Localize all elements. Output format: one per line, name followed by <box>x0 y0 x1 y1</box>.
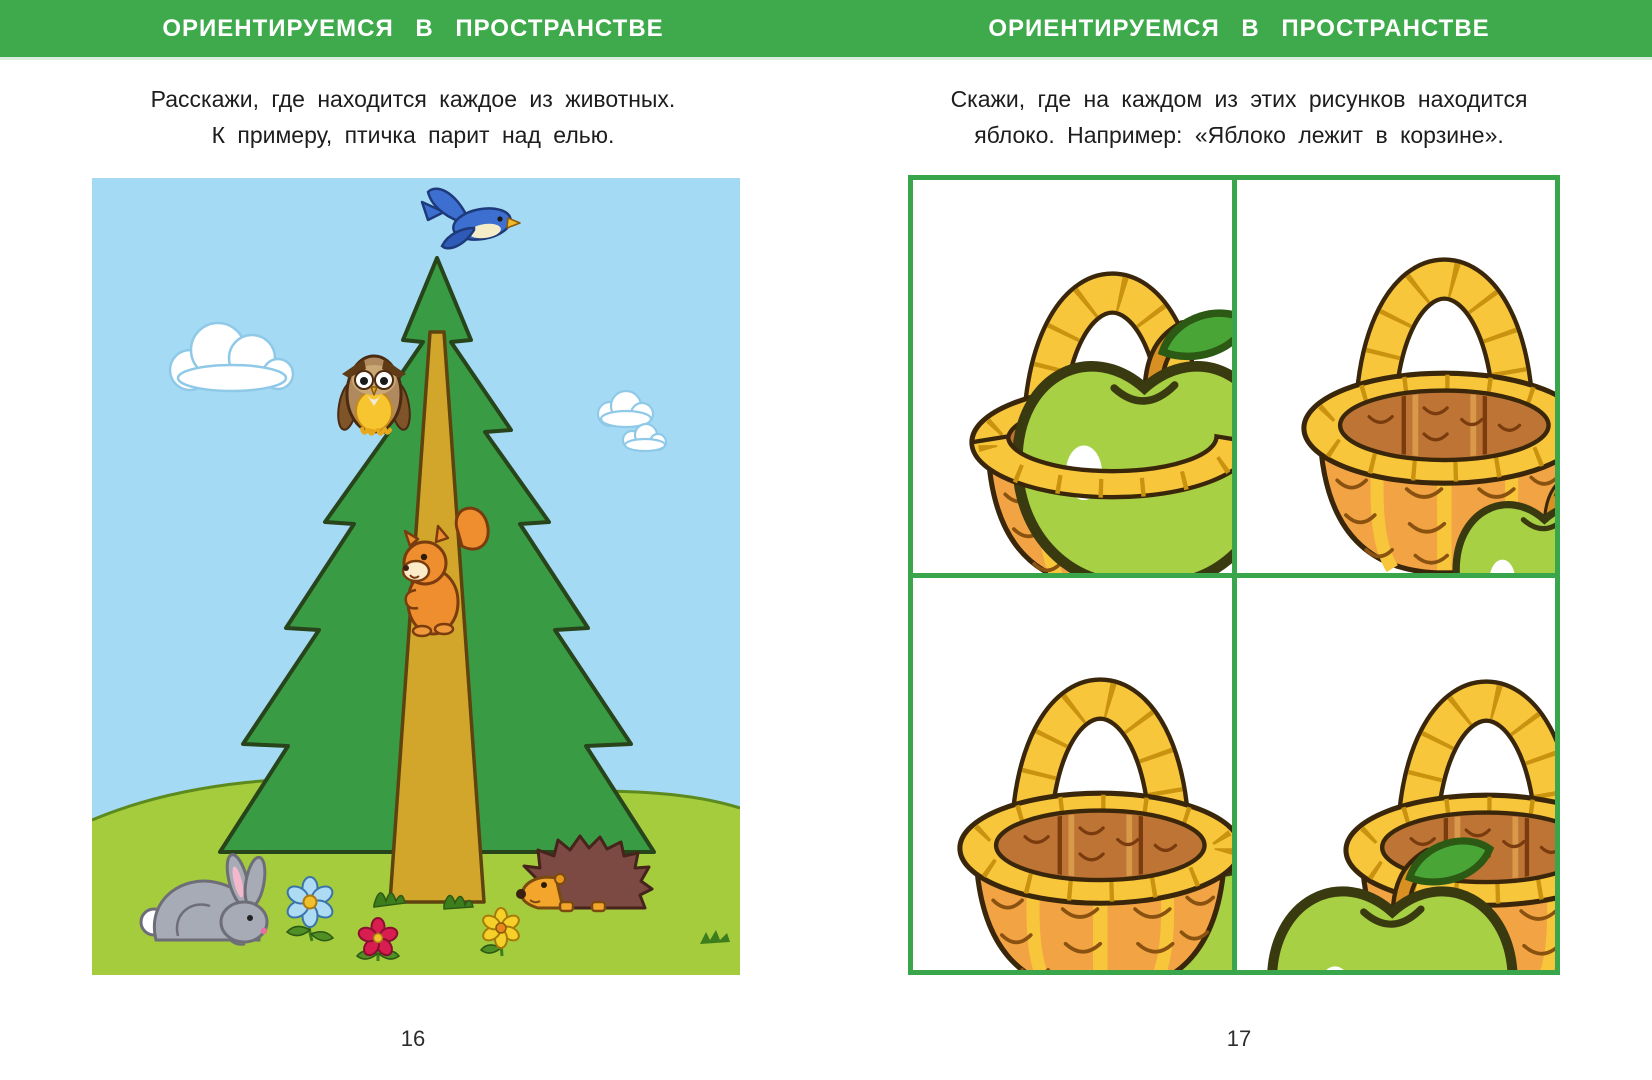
right-instruction-line1: Скажи, где на каждом из этих рисунков находится <box>950 86 1528 112</box>
chapter-header-bar <box>0 0 1652 60</box>
right-instruction <box>866 82 1612 153</box>
left-page-number: 16 <box>400 1026 426 1051</box>
picture-apple-left-of-basket <box>1237 578 1556 971</box>
picture-apple-behind-basket <box>913 578 1232 971</box>
forest-scene-illustration <box>92 178 740 975</box>
basket-picture-grid <box>908 175 1560 975</box>
left-instruction-line2: К примеру, птичка парит над елью. <box>211 121 615 148</box>
left-instruction <box>40 82 786 153</box>
left-instruction-line1: Расскажи, где находится каждое из животных. <box>150 86 676 112</box>
right-page-number: 17 <box>1226 1026 1252 1051</box>
picture-apple-below-right-of-basket <box>1237 180 1556 573</box>
picture-apple-in-basket <box>913 180 1232 573</box>
right-instruction-line2: яблоко. Например: «Яблоко лежит в корзине». <box>974 121 1504 148</box>
right-header-title: ОРИЕНТИРУЕМСЯ В ПРОСТРАНСТВЕ <box>988 14 1490 42</box>
basket-icon <box>960 699 1232 971</box>
left-header-title: ОРИЕНТИРУЕМСЯ В ПРОСТРАНСТВЕ <box>162 14 664 42</box>
